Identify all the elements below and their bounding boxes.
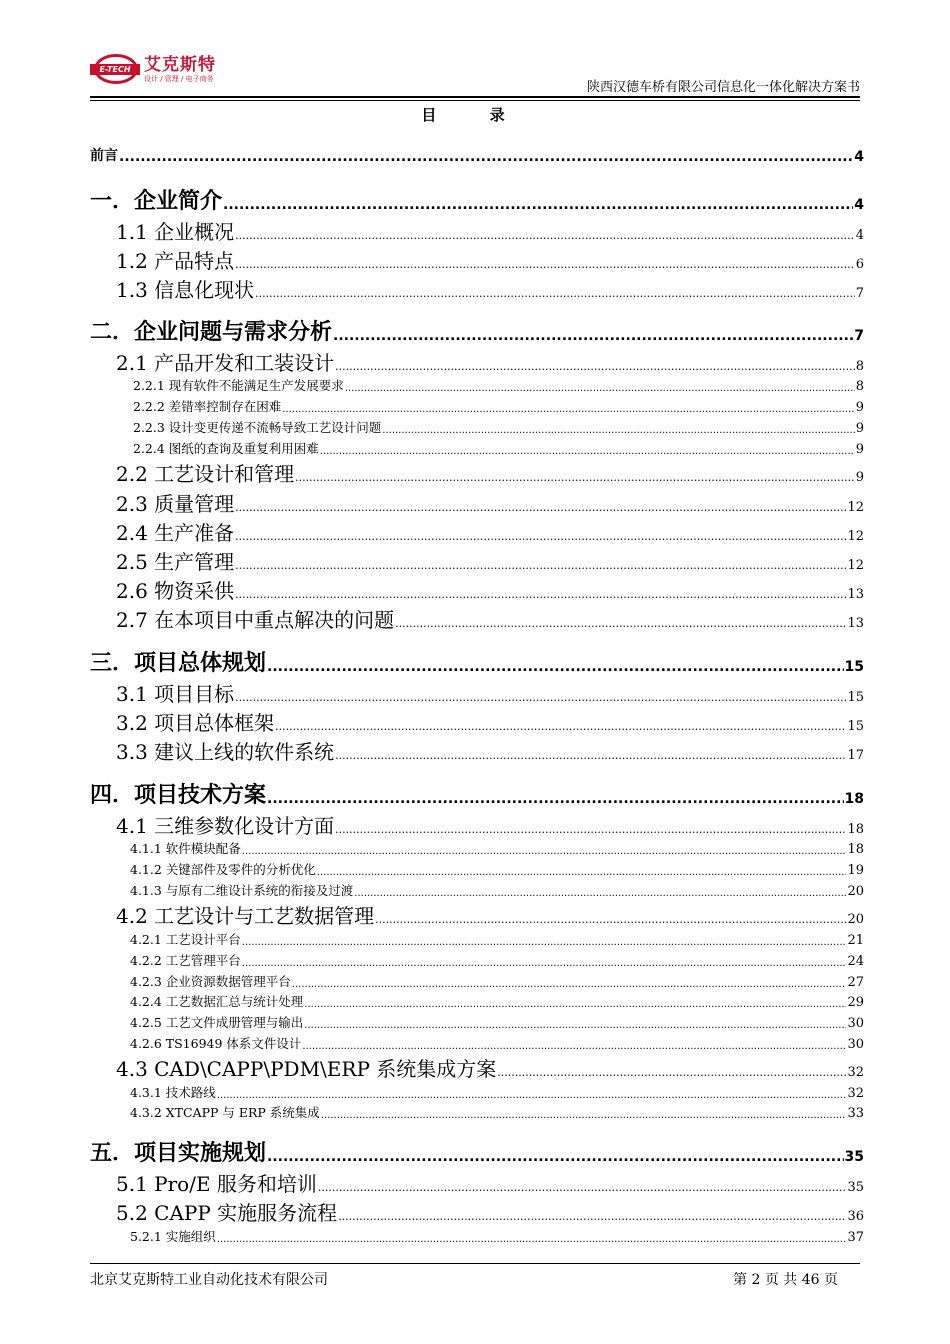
toc-entry[interactable] bbox=[116, 488, 864, 517]
toc-entry-page: 9 bbox=[855, 421, 864, 436]
toc-entry[interactable] bbox=[116, 810, 864, 839]
toc-entry[interactable] bbox=[90, 184, 864, 215]
dot-leader bbox=[242, 846, 847, 857]
toc-heading: 目 录 bbox=[421, 106, 529, 124]
toc-entry-label: 4.1.3 与原有二维设计系统的衔接及过渡 bbox=[130, 883, 354, 898]
toc-entry-page: 7 bbox=[854, 328, 864, 344]
toc-entry-page: 30 bbox=[847, 1037, 864, 1052]
toc-entry-page: 6 bbox=[855, 257, 864, 272]
toc-entry[interactable] bbox=[90, 778, 864, 809]
toc-entry-label: 4.1.1 软件模块配备 bbox=[130, 841, 241, 856]
toc-entry-page: 4 bbox=[854, 197, 864, 213]
toc-entry-page: 24 bbox=[847, 954, 864, 969]
logo-mark: E-TECH bbox=[90, 64, 140, 75]
dot-leader bbox=[333, 328, 853, 346]
toc-entry-page: 29 bbox=[847, 995, 864, 1010]
dot-leader bbox=[335, 823, 846, 839]
toc-entry-label: 1.3 信息化现状 bbox=[116, 278, 255, 302]
toc-entry-page: 30 bbox=[847, 1016, 864, 1031]
dot-leader bbox=[304, 1020, 846, 1031]
toc-entry[interactable] bbox=[133, 397, 864, 415]
dot-leader bbox=[235, 501, 846, 517]
dot-leader bbox=[267, 791, 844, 809]
dot-leader bbox=[217, 1234, 847, 1245]
dot-leader bbox=[295, 471, 855, 487]
toc-entry-label: 2.2.1 现有软件不能满足生产发展要求 bbox=[133, 378, 344, 393]
dot-leader bbox=[217, 1090, 847, 1101]
toc-entry[interactable] bbox=[116, 1197, 864, 1226]
toc-entry[interactable] bbox=[116, 347, 864, 376]
toc-entry-label: 二．企业问题与需求分析 bbox=[90, 320, 333, 345]
toc-entry-page: 15 bbox=[847, 690, 864, 705]
toc-entry-label: 前言 bbox=[90, 148, 118, 164]
dot-leader bbox=[382, 425, 854, 436]
dot-leader bbox=[320, 446, 855, 457]
toc-entry[interactable] bbox=[130, 881, 864, 899]
toc-entry-page: 12 bbox=[847, 500, 864, 515]
toc-entry-label: 1.2 产品特点 bbox=[116, 249, 235, 273]
logo-tagline: 设计 / 管理 / 电子商务 bbox=[144, 75, 214, 83]
toc-entry-page: 13 bbox=[847, 616, 864, 631]
dot-leader bbox=[318, 1181, 847, 1197]
dot-leader bbox=[317, 867, 847, 878]
toc-entry-page: 35 bbox=[847, 1180, 864, 1195]
toc-entry-label: 3.2 项目总体框架 bbox=[116, 711, 275, 735]
toc-entry-page: 12 bbox=[847, 529, 864, 544]
toc-entry[interactable] bbox=[116, 900, 864, 929]
toc-entry-label: 2.5 生产管理 bbox=[116, 550, 235, 574]
footer-rule bbox=[90, 1263, 860, 1264]
toc-entry-page: 15 bbox=[847, 719, 864, 734]
toc-entry-page: 9 bbox=[855, 470, 864, 485]
toc-entry-page: 18 bbox=[844, 791, 864, 807]
toc-entry-label: 4.2.1 工艺设计平台 bbox=[130, 932, 241, 947]
dot-leader bbox=[335, 360, 855, 376]
dot-leader bbox=[119, 149, 853, 165]
toc-entry-page: 4 bbox=[855, 228, 864, 243]
toc-entry-label: 3.3 建议上线的软件系统 bbox=[116, 740, 335, 764]
footer-company: 北京艾克斯特工业自动化技术有限公司 bbox=[90, 1272, 328, 1288]
toc-entry-page: 37 bbox=[847, 1230, 864, 1245]
toc-entry[interactable] bbox=[116, 678, 864, 707]
toc-entry[interactable] bbox=[116, 216, 864, 245]
toc-entry-label: 2.1 产品开发和工装设计 bbox=[116, 351, 335, 375]
dot-leader bbox=[354, 888, 846, 899]
toc-entry[interactable] bbox=[116, 1168, 864, 1197]
toc-entry-label: 2.4 生产准备 bbox=[116, 521, 235, 545]
toc-entry-label: 2.2 工艺设计和管理 bbox=[116, 462, 295, 486]
toc-entry-page: 20 bbox=[847, 912, 864, 927]
toc-entry[interactable] bbox=[90, 646, 864, 677]
toc-entry-label: 4.2.3 企业资源数据管理平台 bbox=[130, 974, 291, 989]
toc-entry-label: 5.2.1 实施组织 bbox=[130, 1229, 216, 1244]
toc-entry[interactable] bbox=[130, 951, 864, 969]
dot-leader bbox=[497, 1066, 846, 1082]
toc-entry[interactable] bbox=[130, 972, 864, 990]
toc-entry[interactable] bbox=[116, 575, 864, 604]
dot-leader bbox=[282, 404, 854, 415]
toc-entry-label: 四．项目技术方案 bbox=[90, 783, 267, 808]
toc-entry[interactable] bbox=[116, 245, 864, 274]
dot-leader bbox=[304, 999, 846, 1010]
toc-entry[interactable] bbox=[90, 145, 864, 165]
toc-entry-page: 27 bbox=[847, 975, 864, 990]
header-rule-thin bbox=[90, 100, 860, 101]
dot-leader bbox=[235, 530, 846, 546]
toc-entry-label: 1.1 企业概况 bbox=[116, 220, 235, 244]
toc-entry[interactable] bbox=[116, 274, 864, 303]
toc-entry-label: 4.3.1 技术路线 bbox=[130, 1085, 216, 1100]
toc-entry-label: 4.1 三维参数化设计方面 bbox=[116, 814, 335, 838]
toc-entry[interactable] bbox=[90, 1136, 864, 1167]
toc-entry-label: 2.2.3 设计变更传递不流畅导致工艺设计问题 bbox=[133, 420, 382, 435]
dot-leader bbox=[267, 1149, 844, 1167]
toc-entry-page: 7 bbox=[855, 286, 864, 301]
toc-entry[interactable] bbox=[116, 517, 864, 546]
toc-entry-page: 8 bbox=[855, 379, 864, 394]
toc-entry-label: 4.2.4 工艺数据汇总与统计处理 bbox=[130, 994, 304, 1009]
toc-entry[interactable] bbox=[116, 736, 864, 765]
company-logo bbox=[88, 46, 238, 94]
toc-entry[interactable] bbox=[130, 930, 864, 948]
dot-leader bbox=[321, 1110, 847, 1121]
toc-entry-label: 2.7 在本项目中重点解决的问题 bbox=[116, 608, 395, 632]
toc-entry-page: 19 bbox=[847, 863, 864, 878]
dot-leader bbox=[235, 229, 855, 245]
toc-entry-page: 9 bbox=[855, 400, 864, 415]
toc-entry-page: 20 bbox=[847, 884, 864, 899]
toc-entry-page: 4 bbox=[854, 149, 864, 165]
toc-entry-page: 15 bbox=[844, 659, 864, 675]
toc-entry-label: 4.2.5 工艺文件成册管理与输出 bbox=[130, 1015, 304, 1030]
dot-leader bbox=[302, 1041, 846, 1052]
toc-entry[interactable] bbox=[133, 439, 864, 457]
toc-entry-page: 9 bbox=[855, 442, 864, 457]
logo-name: 艾克斯特 bbox=[144, 55, 216, 75]
toc-entry[interactable] bbox=[133, 418, 864, 436]
toc-entry-page: 12 bbox=[847, 558, 864, 573]
dot-leader bbox=[235, 588, 846, 604]
dot-leader bbox=[395, 617, 846, 633]
dot-leader bbox=[338, 1210, 846, 1226]
toc-entry[interactable] bbox=[116, 546, 864, 575]
toc-entry-label: 4.2.2 工艺管理平台 bbox=[130, 953, 241, 968]
toc-entry-label: 五．项目实施规划 bbox=[90, 1141, 267, 1166]
dot-leader bbox=[292, 979, 847, 990]
toc-entry[interactable] bbox=[130, 839, 864, 857]
toc-entry-label: 2.3 质量管理 bbox=[116, 492, 235, 516]
toc-entry[interactable] bbox=[90, 315, 864, 346]
toc-entry-page: 32 bbox=[847, 1065, 864, 1080]
toc-entry-page: 8 bbox=[855, 359, 864, 374]
toc-entry[interactable] bbox=[130, 992, 864, 1010]
toc-entry[interactable] bbox=[116, 707, 864, 736]
toc-entry-page: 33 bbox=[847, 1106, 864, 1121]
toc-entry-page: 18 bbox=[847, 822, 864, 837]
toc-entry[interactable] bbox=[116, 1053, 864, 1082]
toc-entry-page: 13 bbox=[847, 587, 864, 602]
toc-entry-label: 4.2 工艺设计与工艺数据管理 bbox=[116, 904, 375, 928]
toc-entry[interactable] bbox=[130, 1103, 864, 1121]
toc-entry-label: 2.6 物资采供 bbox=[116, 579, 235, 603]
toc-entry-label: 4.2.6 TS16949 体系文件设计 bbox=[130, 1036, 302, 1051]
dot-leader bbox=[267, 659, 844, 677]
toc-entry[interactable] bbox=[133, 376, 864, 394]
toc-entry[interactable] bbox=[130, 860, 864, 878]
toc-entry-label: 三．项目总体规划 bbox=[90, 651, 267, 676]
toc-entry[interactable] bbox=[116, 458, 864, 487]
dot-leader bbox=[255, 287, 855, 303]
toc-entry-page: 21 bbox=[847, 933, 864, 948]
toc-entry[interactable] bbox=[130, 1034, 864, 1052]
toc-entry-label: 2.2.2 差错率控制存在困难 bbox=[133, 399, 282, 414]
header-rule bbox=[90, 96, 860, 98]
toc-entry[interactable] bbox=[130, 1013, 864, 1031]
toc-entry-label: 4.3 CAD\CAPP\PDM\ERP 系统集成方案 bbox=[116, 1057, 497, 1081]
toc-entry-label: 3.1 项目目标 bbox=[116, 682, 235, 706]
toc-entry[interactable] bbox=[130, 1083, 864, 1101]
toc-entry[interactable] bbox=[116, 604, 864, 633]
toc-entry-label: 5.1 Pro/E 服务和培训 bbox=[116, 1172, 317, 1196]
toc-entry-page: 17 bbox=[847, 748, 864, 763]
dot-leader bbox=[335, 749, 846, 765]
toc-entry-label: 一．企业简介 bbox=[90, 189, 223, 214]
toc-entry-label: 4.1.2 关键部件及零件的分析优化 bbox=[130, 862, 316, 877]
dot-leader bbox=[235, 559, 846, 575]
dot-leader bbox=[235, 258, 855, 274]
dot-leader bbox=[275, 720, 846, 736]
footer-page-info: 第 2 页 共 46 页 bbox=[733, 1272, 838, 1288]
toc-entry-label: 4.3.2 XTCAPP 与 ERP 系统集成 bbox=[130, 1105, 320, 1120]
toc-entry[interactable] bbox=[130, 1227, 864, 1245]
toc-entry-page: 18 bbox=[847, 842, 864, 857]
toc-entry-label: 5.2 CAPP 实施服务流程 bbox=[116, 1201, 338, 1225]
dot-leader bbox=[345, 383, 855, 394]
dot-leader bbox=[235, 691, 846, 707]
dot-leader bbox=[242, 937, 847, 948]
toc-entry-page: 32 bbox=[847, 1086, 864, 1101]
toc-entry-page: 35 bbox=[844, 1149, 864, 1165]
dot-leader bbox=[375, 913, 846, 929]
dot-leader bbox=[242, 958, 847, 969]
document-title: 陕西汉德车桥有限公司信息化一体化解决方案书 bbox=[586, 80, 860, 95]
toc-entry-page: 36 bbox=[847, 1209, 864, 1224]
dot-leader bbox=[223, 197, 853, 215]
toc-entry-label: 2.2.4 图纸的查询及重复利用困难 bbox=[133, 441, 319, 456]
